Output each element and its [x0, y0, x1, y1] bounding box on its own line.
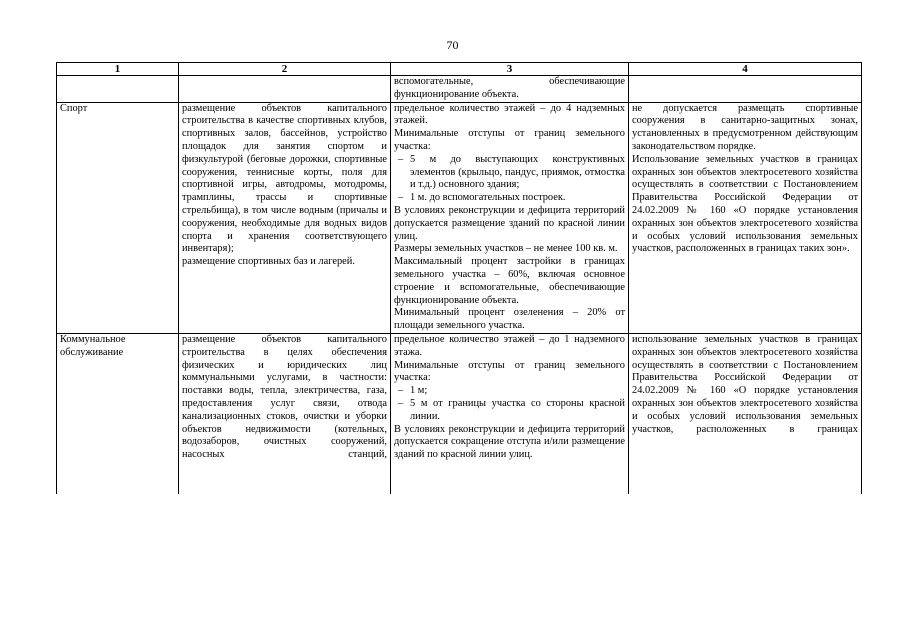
dash-marker: –	[398, 192, 404, 204]
column-header-4: 4	[629, 63, 862, 76]
column-header-1: 1	[57, 63, 179, 76]
column-header-3: 3	[391, 63, 629, 76]
description-cell	[179, 333, 391, 494]
table-row-sport	[57, 102, 862, 333]
use-name: Коммунальное обслуживание	[60, 333, 126, 358]
continuation-line: функционирование объекта.	[394, 88, 519, 100]
use-name-cell	[57, 333, 179, 494]
parameter-list-item	[394, 154, 625, 192]
parameter-paragraph: предельное количество этажей – до 1 надземного этажа.	[394, 333, 625, 358]
parameter-list-item	[394, 385, 625, 398]
description-paragraph: размещение спортивных баз и лагерей.	[182, 256, 355, 268]
cell-clip	[182, 334, 387, 494]
table-row-utilities	[57, 333, 862, 494]
parameter-paragraph: Минимальный процент озеленения – 20% от площади земельного участка.	[394, 307, 625, 332]
description-cell	[179, 102, 391, 333]
page-number: 70	[446, 38, 459, 52]
parameter-paragraph: В условиях реконструкции и дефицита территорий допускается размещение зданий по красной линии улиц.	[394, 204, 625, 242]
regulations-table	[56, 62, 862, 494]
cell-clip	[632, 334, 858, 494]
continuation-cell-3	[391, 76, 629, 103]
parameter-paragraph: Размеры земельных участков – не менее 100 кв. м.	[394, 243, 618, 255]
parameter-list-item	[394, 398, 625, 424]
restrictions-cell	[629, 102, 862, 333]
column-header-2: 2	[179, 63, 391, 76]
restriction-paragraph: не допускается размещать спортивные сооружения в санитарно-защитных зонах, установленных в предусмотренном действующим законодательством порядке.	[632, 102, 858, 152]
parameters-cell	[391, 102, 629, 333]
restriction-paragraph: использование земельных участков в границах охранных зон объектов электросетевого хозяйства осуществлять в соответствии с Постановлением Правительства Российской Федерации от 24.02.2009 № 160 «О порядке установления охранных зон объектов электросетевого хозяйства и особых условий использования земельных участков, расположенных в границах	[632, 333, 858, 435]
parameter-list-text: 1 м. до вспомогательных построек.	[410, 192, 566, 204]
description-paragraph: размещение объектов капитального строительства в качестве спортивных клубов, спортивных залов, бассейнов, устройство площадок для занятия спортом и физкультурой (беговые дорожки, спортивные сооружения, теннисные корты, поля для спортивной игры, автодромы, мотодромы, трамплины, трассы и спортивные стрельбища), в том числе водным (причалы и сооружения, необходимые для водных видов спорта и хранения соответствующего инвентаря);	[182, 102, 387, 255]
parameter-list-text: 1 м;	[410, 385, 428, 397]
parameter-paragraph: Минимальные отступы от границ земельного участка:	[394, 359, 625, 384]
cell-clip	[60, 334, 175, 494]
parameter-list-item	[394, 192, 625, 205]
parameter-paragraph: В условиях реконструкции и дефицита территорий допускается сокращение отступа и/или размещение зданий по красной линии улиц.	[394, 423, 625, 461]
parameter-paragraph: Максимальный процент застройки в границах земельного участка – 60%, включая основное строение и вспомогательные, обеспечивающие функционирование объекта.	[394, 256, 625, 306]
continuation-line: вспомогательные, обеспечивающие	[394, 76, 625, 87]
dash-marker: –	[398, 385, 404, 397]
restrictions-cell	[629, 333, 862, 494]
dash-marker: –	[398, 153, 404, 165]
parameter-paragraph: Минимальные отступы от границ земельного участка:	[394, 128, 625, 152]
parameters-cell	[391, 333, 629, 494]
continuation-cell-1	[57, 76, 179, 103]
continuation-cell-4	[629, 76, 862, 103]
parameter-list-text: 5 м до выступающих конструктивных элементов (крыльцо, пандус, приямок, отмостка и т.д.) основного здания;	[410, 153, 625, 191]
dash-marker: –	[398, 397, 404, 409]
parameter-paragraph: предельное количество этажей – до 4 надземных этажей.	[394, 102, 625, 127]
parameter-list-text: 5 м от границы участка со стороны красной линии.	[410, 397, 625, 422]
cell-clip	[394, 334, 625, 494]
use-name-cell	[57, 102, 179, 333]
use-name: Спорт	[60, 102, 88, 114]
continuation-cell-2	[179, 76, 391, 103]
description-paragraph: размещение объектов капитального строительства в целях обеспечения физических и юридических лиц коммунальными услугами, в частности: поставки воды, тепла, электричества, газа, предоставления услуг связи, отвода канализационных стоков, очистки и уборки объектов недвижимости (котельных, водозаборов, очистных сооружений, насосных станций,	[182, 333, 387, 461]
table-header-row	[57, 63, 862, 76]
continuation-row	[57, 76, 862, 103]
restriction-paragraph: Использование земельных участков в границах охранных зон объектов электросетевого хозяйства осуществлять в соответствии с Постановлением Правительства Российской Федерации от 24.02.2009 № 160 «О порядке установления охранных зон объектов электросетевого хозяйства и особых условий использования земельных участков, расположенных в границах таких зон».	[632, 153, 858, 255]
